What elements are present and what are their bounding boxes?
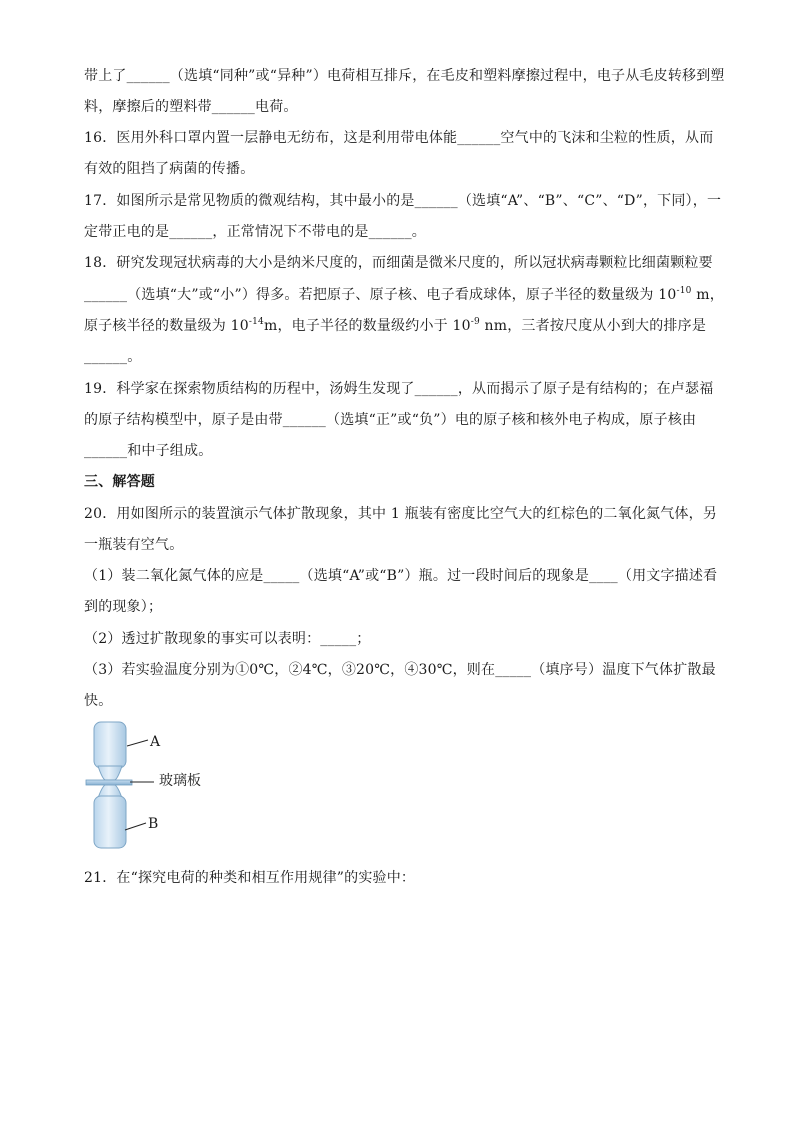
diffusion-apparatus-figure: [80, 716, 240, 866]
q17-line-2: 定带正电的是______，正常情况下不带电的是______。: [84, 224, 426, 240]
q18-line-4: ______。: [84, 349, 142, 365]
q16-line-1: 16．医用外科口罩内置一层静电无纺布，这是利用带电体能______空气中的飞沫和尘粒的性质，从而: [84, 130, 714, 146]
label-glass-plate: 玻璃板: [159, 773, 201, 789]
label-a: A: [150, 734, 161, 750]
q18-line-2-text-b: m，: [691, 287, 724, 303]
exponent-atom: -10: [676, 286, 692, 296]
section-title-answers: 三、解答题: [84, 474, 155, 490]
q20-part2: （2）透过扩散现象的事实可以表明：_____；: [84, 631, 371, 647]
leader-line-a: [127, 740, 148, 746]
q20-part3-line-1: （3）若实验温度分别为①0℃，②4℃，③20℃，④30℃，则在_____（填序号）温度下气体扩散最: [84, 662, 716, 678]
q19-line-1: 19．科学家在探索物质结构的历程中，汤姆生发现了______，从而揭示了原子是有结构的；在卢瑟福: [84, 381, 714, 397]
q18-line-3-text-a: 原子核半径的数量级为 10: [84, 318, 249, 334]
q20-part1-line-2: 到的现象）；: [84, 599, 163, 615]
q17-line-1: 17．如图所示是常见物质的微观结构，其中最小的是______（选填“A”、“B”、“C”、“D”，下同），一: [84, 193, 722, 209]
q18-line-2-text-a: ______（选填“大”或“小”）得多。若把原子、原子核、电子看成球体，原子半径的数量级为 10: [84, 287, 677, 303]
q18-line-1: 18．研究发现冠状病毒的大小是纳米尺度的，而细菌是微米尺度的，所以冠状病毒颗粒比细菌颗粒要: [84, 255, 713, 271]
q19-line-2: 的原子结构模型中，原子是由带______（选填“正”或“负”）电的原子核和核外电子构成，原子核由: [84, 412, 697, 428]
q15-line-1: 带上了______（选填“同种”或“异种”）电荷相互排斥，在毛皮和塑料摩擦过程中，电子从毛皮转移到塑: [84, 68, 725, 84]
exponent-electron: -9: [470, 317, 480, 327]
q18-line-3-text-b: m，电子半径的数量级约小于 10: [263, 318, 471, 334]
q16-line-2: 有效的阻挡了病菌的传播。: [84, 161, 255, 177]
q20-line-2: 一瓶装有空气。: [84, 537, 184, 553]
exponent-nucleus: -14: [248, 317, 264, 327]
leader-line-b: [125, 823, 146, 830]
bottle-b: [94, 785, 126, 848]
q18-line-3-text-c: nm，三者按尺度从小到大的排序是: [479, 318, 707, 334]
q21-line-1: 21．在“探究电荷的种类和相互作用规律”的实验中：: [84, 870, 416, 886]
bottle-a: [94, 722, 126, 780]
q18-line-2: [84, 285, 724, 305]
q19-line-3: ______和中子组成。: [84, 443, 213, 459]
label-b: B: [148, 816, 159, 832]
q20-line-1: 20．用如图所示的装置演示气体扩散现象，其中 1 瓶装有密度比空气大的红棕色的二氧化氮气体，另: [84, 506, 718, 522]
q20-part3-line-2: 快。: [84, 693, 113, 709]
q20-part1-line-1: （1）装二氧化氮气体的应是_____（选填“A”或“B”）瓶。过一段时间后的现象是____（用文字描述看: [84, 568, 718, 584]
q15-line-2: 料，摩擦后的塑料带______电荷。: [84, 99, 298, 115]
q18-line-3: [84, 316, 706, 336]
glass-plate: [86, 780, 132, 785]
